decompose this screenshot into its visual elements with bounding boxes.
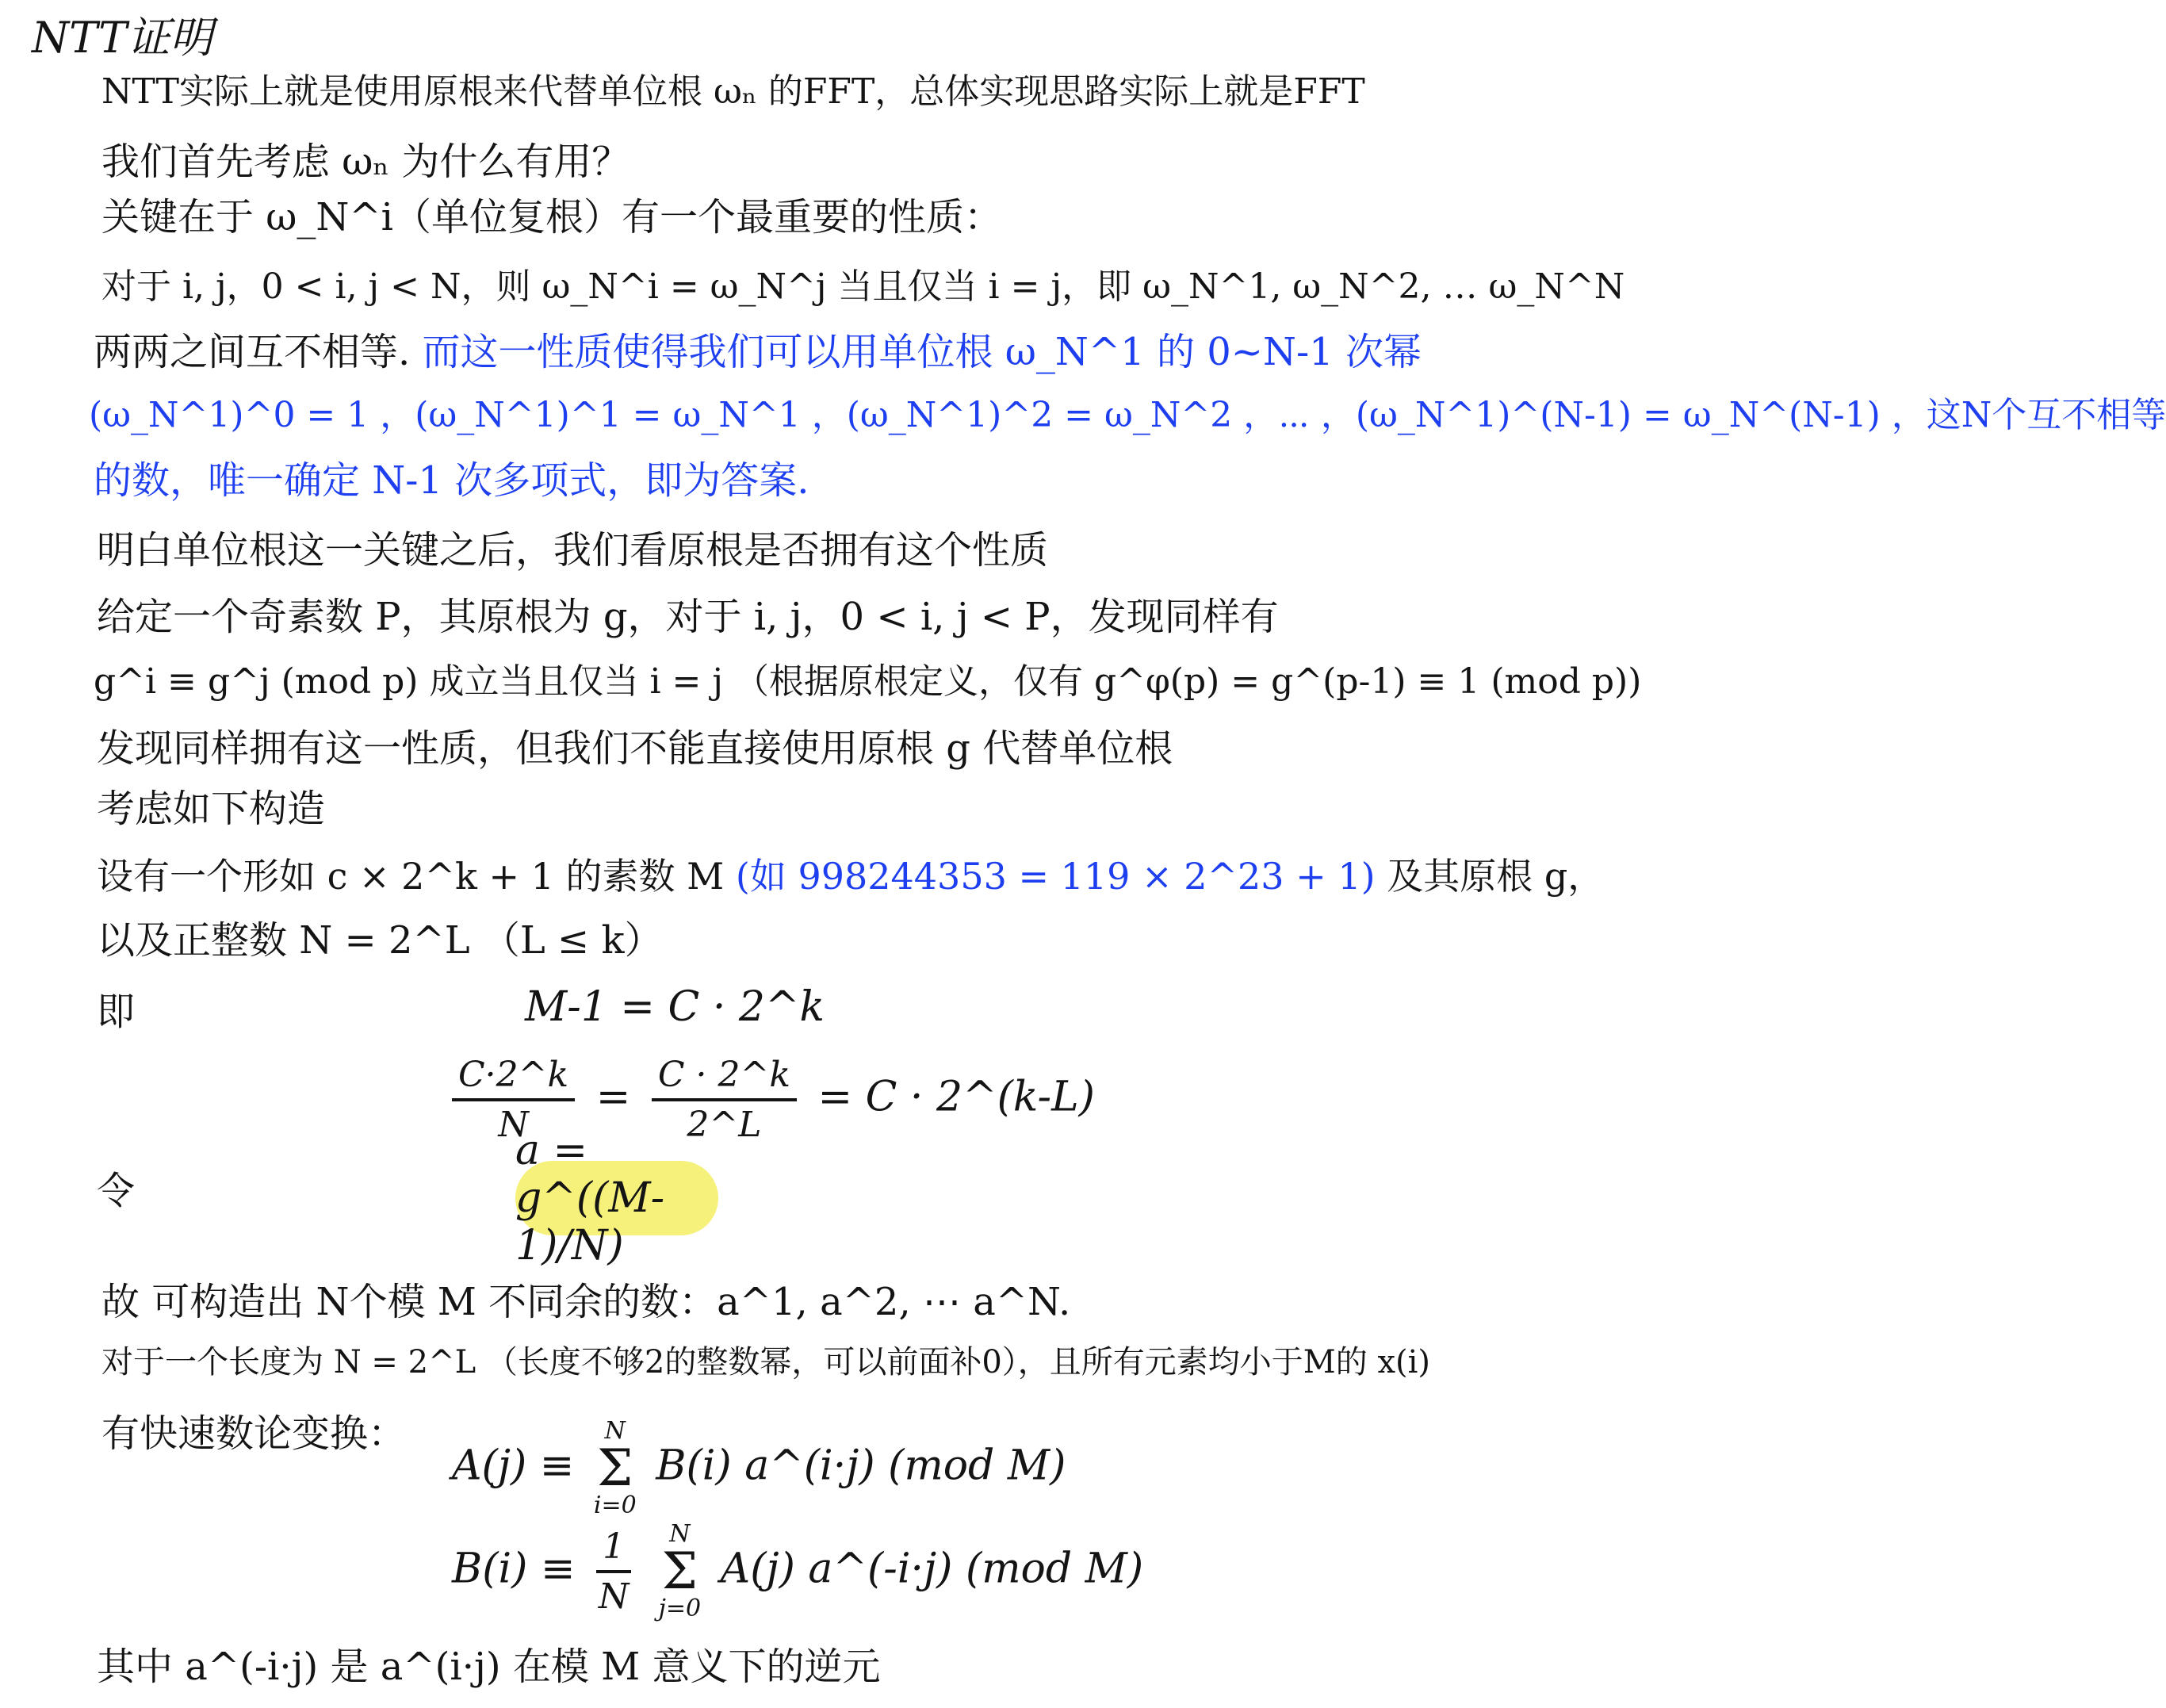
- sum-symbol-2: [659, 1522, 702, 1621]
- fraction-num: C·2^k: [452, 1055, 575, 1101]
- line-primitive-root-intro: 明白单位根这一关键之后，我们看原根是否拥有这个性质: [97, 528, 1049, 573]
- fraction-one: 1: [596, 1526, 631, 1573]
- sum-bottom-2: j=0: [658, 1595, 702, 1622]
- line-inverse-element: 其中 a^(-i·j) 是 a^(i·j) 在模 M 意义下的逆元: [97, 1645, 881, 1689]
- equation-m-minus-1: M-1 = C · 2^k: [525, 983, 825, 1031]
- line-prime-form: [97, 856, 1604, 897]
- equation-inverse-transform: [452, 1522, 1143, 1621]
- inverse-rhs: A(j) a^(-i·j) (mod M): [720, 1545, 1144, 1593]
- line-positive-integer: 以及正整数 N = 2^L （L ≤ k）: [97, 918, 663, 963]
- fraction-den: N: [498, 1105, 529, 1145]
- line-fast-transform: 有快速数论变换：: [101, 1411, 407, 1456]
- line-congruence: g^i ≡ g^j (mod p) 成立当且仅当 i = j （根据原根定义，仅有 g^φ(p) = g^(p-1) ≡ 1 (mod p)): [94, 661, 1642, 702]
- line-construction: 考虑如下构造: [97, 787, 326, 831]
- fraction-num-2: C · 2^k: [652, 1055, 797, 1101]
- sum-top: N: [604, 1417, 626, 1445]
- sigma-icon: Σ: [597, 1439, 633, 1498]
- distinct-blue-text: 而这一性质使得我们可以用单位根 ω_N^1 的 0~N-1 次幂: [422, 330, 1422, 374]
- line-powers: (ω_N^1)^0 = 1 ，(ω_N^1)^1 = ω_N^1 ，(ω_N^1)^2 = ω_N^2 ，⋯ ，(ω_N^1)^(N-1) = ω_N^(N-1) ，这N个互不相等: [89, 395, 2166, 435]
- equation-rhs: = C · 2^(k-L): [817, 1073, 1095, 1121]
- line-unique-poly: 的数，唯一确定 N-1 次多项式，即为答案.: [94, 458, 809, 503]
- prime-form-text: 设有一个形如 c × 2^k + 1 的素数 M: [97, 855, 725, 898]
- line-same-property: 发现同样拥有这一性质，但我们不能直接使用原根 g 代替单位根: [97, 726, 1173, 771]
- sigma-icon-2: Σ: [661, 1542, 698, 1601]
- line-odd-prime: 给定一个奇素数 P，其原根为 g，对于 i, j，0 < i, j < P，发现同样有: [97, 595, 1279, 639]
- line-root-condition: 对于 i, j，0 < i, j < N，则 ω_N^i = ω_N^j 当且仅当 i = j，即 ω_N^1, ω_N^2, … ω_N^N: [101, 266, 1625, 307]
- label-ji: 即: [97, 990, 136, 1034]
- fraction-den-2: 2^L: [687, 1105, 762, 1145]
- equals-sign: =: [595, 1073, 631, 1121]
- line-intro: NTT实际上就是使用原根来代替单位根 ωₙ 的FFT，总体实现思路实际上就是FFT: [101, 71, 1365, 112]
- sum-bottom: i=0: [593, 1492, 637, 1519]
- line-construct-n: 故 可构造出 N个模 M 不同余的数：a^1, a^2, ⋯ a^N.: [101, 1280, 1071, 1324]
- distinct-text: 两两之间互不相等.: [94, 330, 411, 374]
- page-title: NTT证明: [32, 13, 213, 63]
- line-length-n: 对于一个长度为 N = 2^L （长度不够2的整数幂，可以前面补0），且所有元素均小于M的 x(i): [101, 1344, 1431, 1381]
- line-key-property: 关键在于 ω_N^i（单位复根）有一个最重要的性质：: [101, 195, 1002, 239]
- fraction-n: N: [598, 1576, 630, 1617]
- prime-example: (如 998244353 = 119 × 2^23 + 1): [735, 855, 1376, 898]
- fraction-one-over-n: [596, 1526, 631, 1617]
- forward-rhs: B(i) a^(i·j) (mod M): [656, 1442, 1066, 1490]
- inverse-lhs: B(i) ≡: [452, 1545, 576, 1593]
- sum-top-2: N: [669, 1520, 691, 1548]
- prime-root-text: 及其原根 g，: [1387, 855, 1605, 898]
- line-question: 我们首先考虑 ωₙ 为什么有用？: [101, 140, 630, 184]
- equation-forward-transform: [452, 1419, 1066, 1518]
- sum-symbol: [594, 1419, 637, 1518]
- highlighted-definition: [515, 1127, 718, 1270]
- label-ling: 令: [97, 1169, 136, 1213]
- highlight-equation: a = g^((M-1)/N): [515, 1127, 665, 1270]
- line-distinct: [94, 331, 1422, 373]
- forward-lhs: A(j) ≡: [452, 1442, 575, 1490]
